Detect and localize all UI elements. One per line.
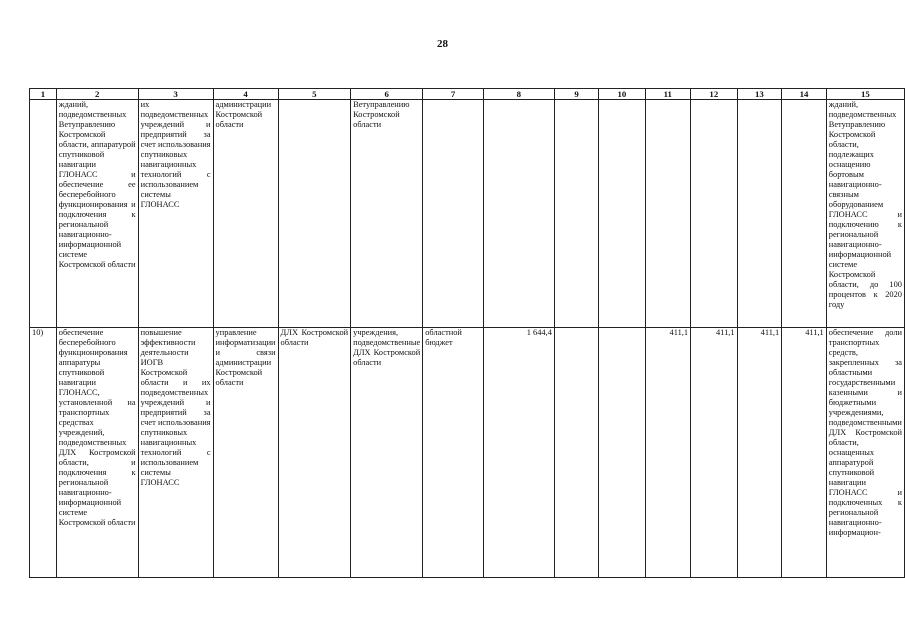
cell-text: жданий, подведомственных Ветуправлению Костромской области, аппаратурой спутниковой навигации ГЛОНАСС и обеспечение ее бесперебойного функционирования и подключения к региональной навигационно-информационной системе Костромской области bbox=[58, 100, 136, 269]
cell-text: обеспечение доли транспортных средств, закрепленных за областными государственными казенными и бюджетными учреждениями, подведомственными ДЛХ Костромской области, оснащенных аппаратурой спутниковой навигации ГЛОНАСС и подключенных к региональной навигационно-информацион- bbox=[828, 328, 902, 537]
table-header-row bbox=[30, 89, 905, 100]
year-amount: 411,1 bbox=[737, 328, 782, 578]
column-header: 11 bbox=[645, 89, 691, 100]
year-amount bbox=[599, 100, 645, 328]
year-amount bbox=[554, 328, 598, 578]
responsible-executor bbox=[213, 100, 278, 328]
column-header: 15 bbox=[826, 89, 904, 100]
year-amount: 411,1 bbox=[645, 328, 691, 578]
column-header: 9 bbox=[554, 89, 598, 100]
responsible-executor bbox=[213, 328, 278, 578]
participants bbox=[351, 328, 423, 578]
cell-text: обеспечение бесперебойного функционирования аппаратуры спутниковой навигации ГЛОНАСС, установленной на транспортных средствах учреждений, подведомственных ДЛХ Костромской области, и подключения к региональной навигационно-информационной системе Костромской области bbox=[58, 328, 136, 527]
co-executor bbox=[278, 328, 351, 578]
total-amount bbox=[483, 100, 554, 328]
year-amount: 411,1 bbox=[691, 328, 738, 578]
cell-text: Ветуправлению Костромской области bbox=[353, 100, 410, 129]
column-header: 7 bbox=[423, 89, 484, 100]
year-amount bbox=[599, 328, 645, 578]
column-header: 1 bbox=[30, 89, 57, 100]
cell-text: повышение эффективности деятельности ИОГВ Костромской области и их подведомственных учреждений и предприятий за счет использования спутниковых навигационных технологий с использованием системы ГЛОНАСС bbox=[140, 328, 211, 487]
total-amount: 1 644,4 bbox=[483, 328, 554, 578]
column-header: 2 bbox=[56, 89, 138, 100]
page-number: 28 bbox=[437, 38, 448, 50]
goal-description bbox=[138, 100, 213, 328]
column-header: 13 bbox=[737, 89, 782, 100]
cell-text: жданий, подведомственных Ветуправлению Костромской области, подлежащих оснащению бортовым навигационно-связным оборудованием ГЛОНАСС и подключению к региональной навигационно-информационной системе Костромской области, до 100 процентов к 2020 году bbox=[828, 100, 902, 309]
cell-text: учреждения, подведомственные ДЛХ Костромской области bbox=[353, 328, 421, 367]
expected-result bbox=[826, 328, 904, 578]
column-header: 5 bbox=[278, 89, 351, 100]
expected-result bbox=[826, 100, 904, 328]
row-number: 10) bbox=[30, 328, 57, 578]
column-header: 6 bbox=[351, 89, 423, 100]
year-amount bbox=[691, 100, 738, 328]
column-header: 14 bbox=[782, 89, 827, 100]
cell-text: ДЛХ Костромской области bbox=[280, 328, 349, 347]
year-amount: 411,1 bbox=[782, 328, 827, 578]
cell-text: областной бюджет bbox=[425, 328, 462, 347]
cell-text: управление информатизации и связи администрации Костромской области bbox=[215, 328, 276, 387]
year-amount bbox=[782, 100, 827, 328]
program-table bbox=[29, 88, 905, 578]
event-description bbox=[56, 100, 138, 328]
column-header: 4 bbox=[213, 89, 278, 100]
table-row bbox=[30, 328, 905, 578]
column-header: 3 bbox=[138, 89, 213, 100]
year-amount bbox=[645, 100, 691, 328]
goal-description bbox=[138, 328, 213, 578]
column-header: 12 bbox=[691, 89, 738, 100]
column-header: 10 bbox=[599, 89, 645, 100]
funding-source bbox=[423, 100, 484, 328]
participants bbox=[351, 100, 423, 328]
cell-text: администрации Костромской области bbox=[215, 100, 272, 129]
event-description bbox=[56, 328, 138, 578]
co-executor bbox=[278, 100, 351, 328]
row-number bbox=[30, 100, 57, 328]
column-header: 8 bbox=[483, 89, 554, 100]
funding-source bbox=[423, 328, 484, 578]
table-row bbox=[30, 100, 905, 328]
year-amount bbox=[554, 100, 598, 328]
year-amount bbox=[737, 100, 782, 328]
cell-text: их подведомственных учреждений и предприятий за счет использования спутниковых навигационных технологий с использованием системы ГЛОНАСС bbox=[140, 100, 211, 209]
